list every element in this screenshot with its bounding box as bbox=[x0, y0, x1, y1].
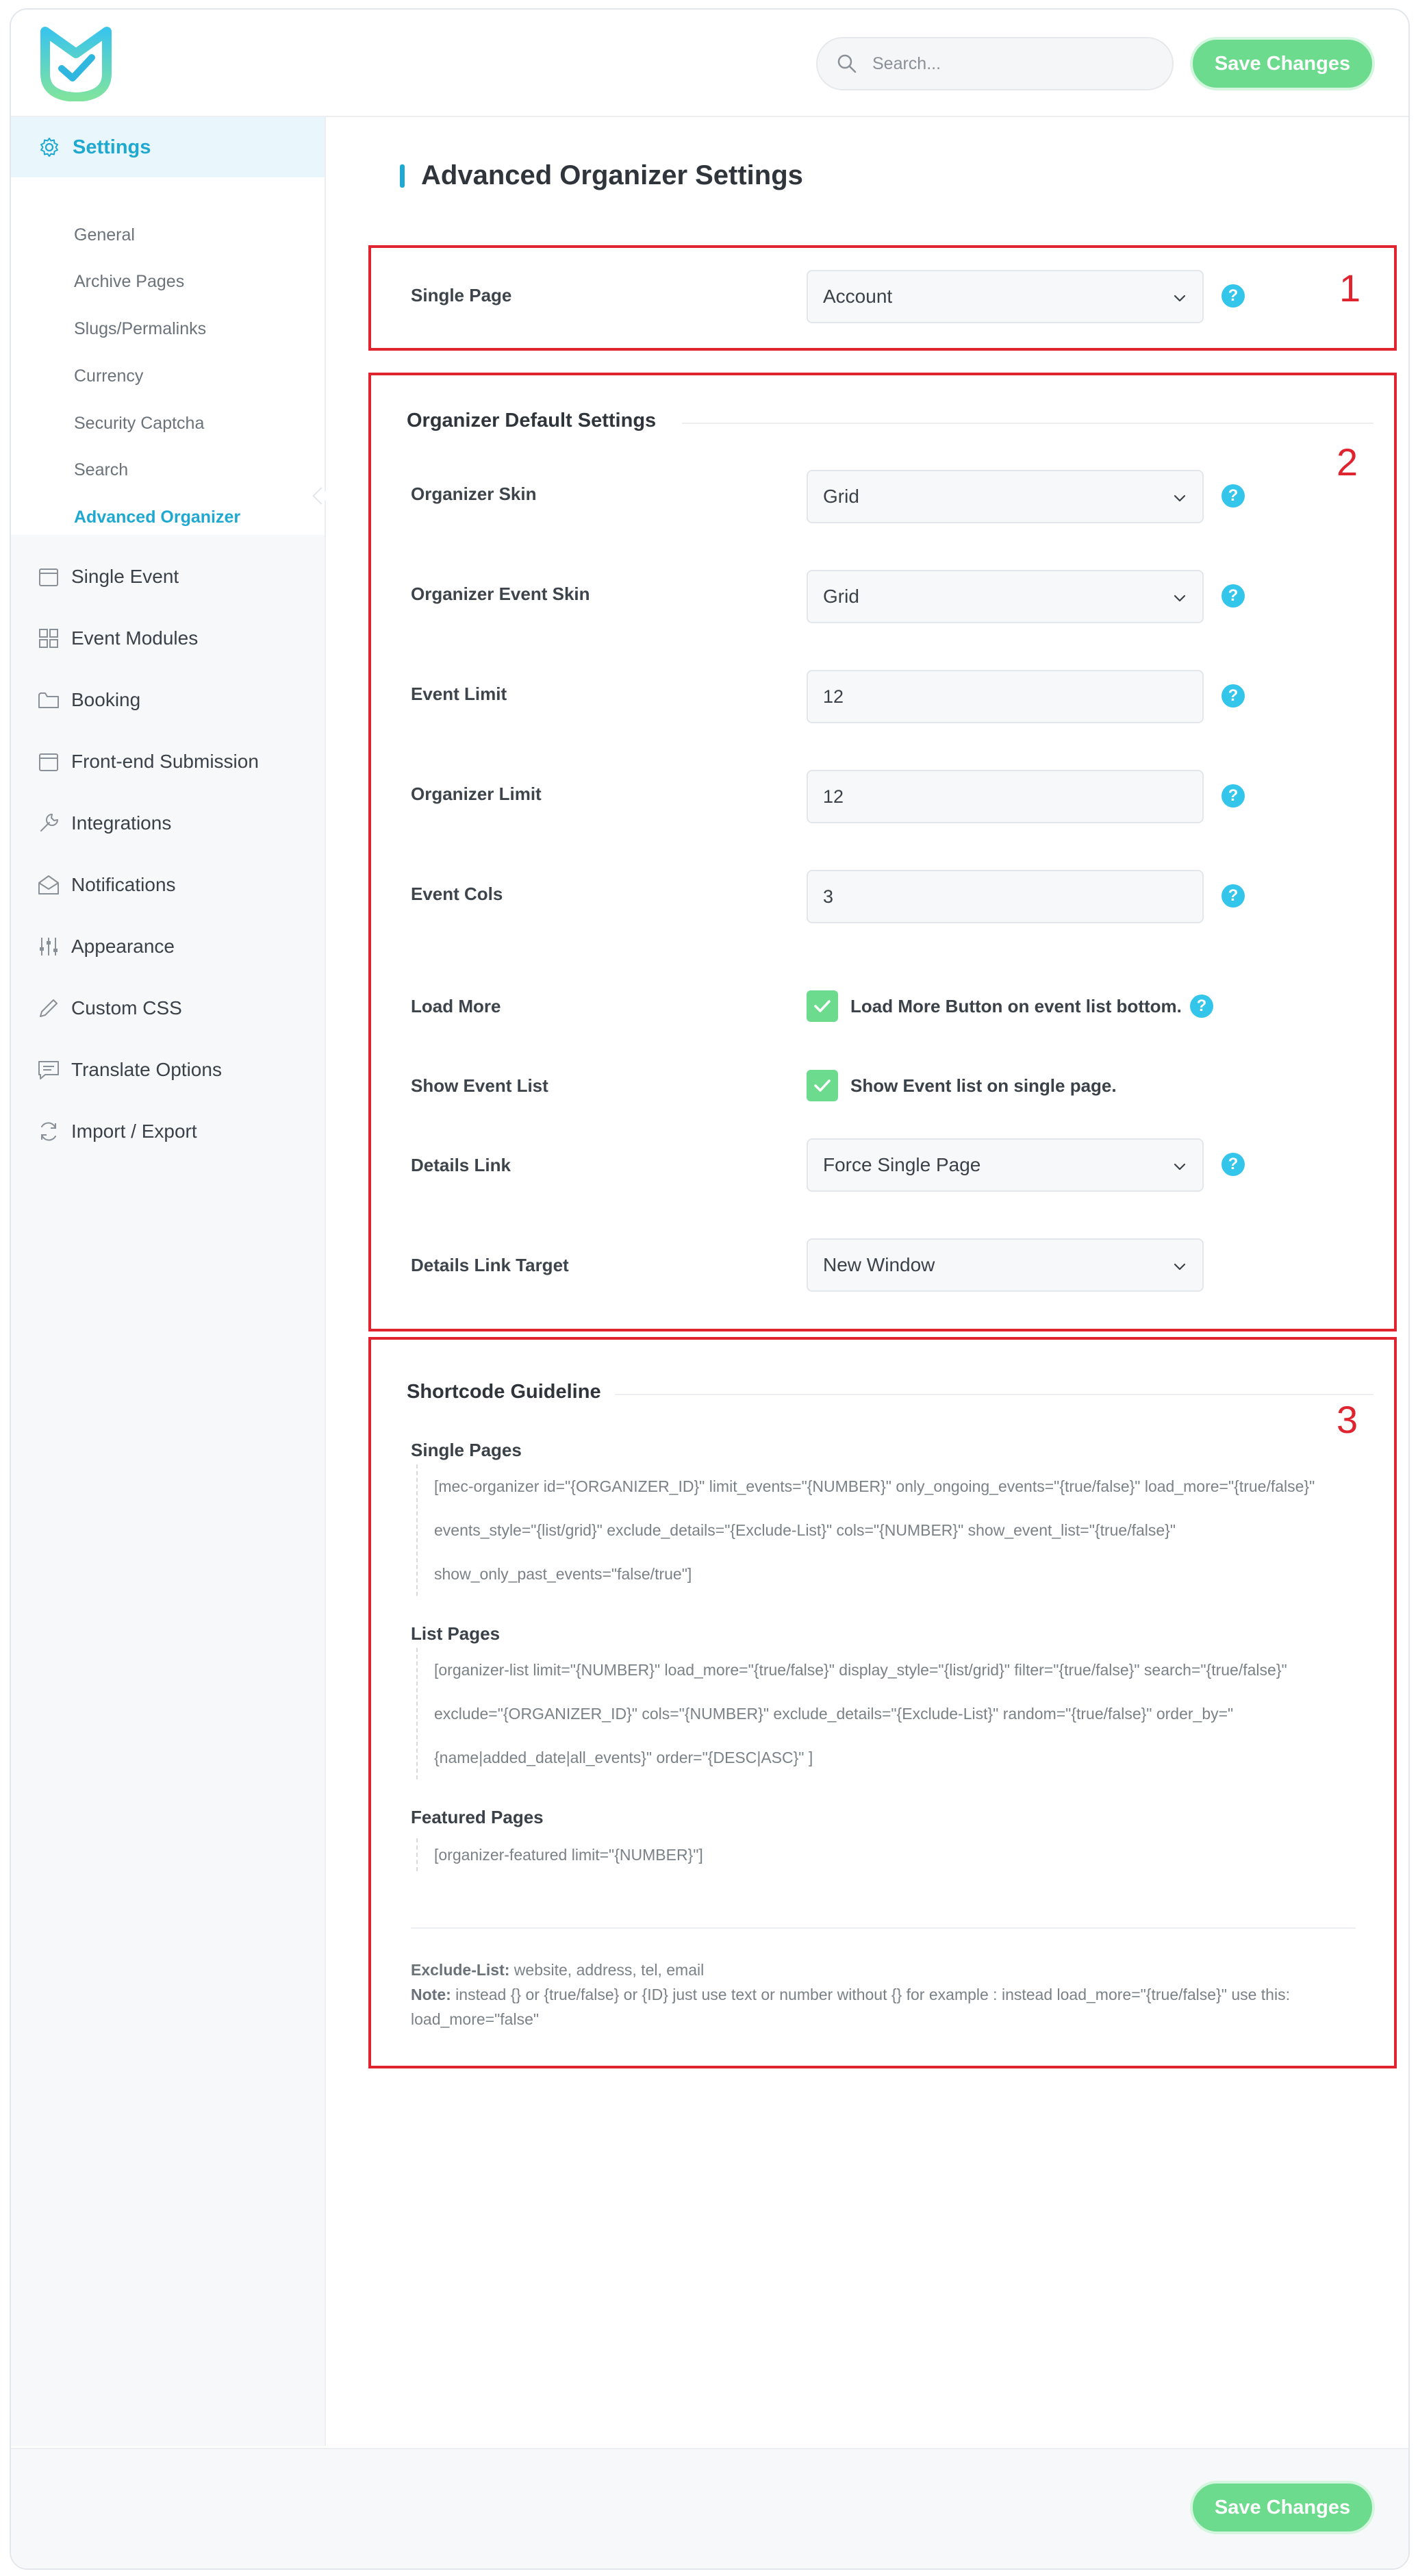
envelope-icon bbox=[37, 873, 60, 897]
section-divider bbox=[682, 423, 1373, 424]
submenu-item-slugs-permalinks[interactable]: Slugs/Permalinks bbox=[74, 319, 207, 338]
details-link-label: Details Link bbox=[411, 1155, 511, 1175]
sidebar-item-label: Import / Export bbox=[71, 1121, 197, 1142]
sidebar-item-appearance[interactable] bbox=[37, 929, 175, 964]
sliders-icon bbox=[37, 935, 60, 958]
shortcode-line: [mec-organizer id="{ORGANIZER_ID}" limit_events="{NUMBER}" only_ongoing_events="{true/false}" load_more="{true/false}" bbox=[434, 1477, 1315, 1495]
save-changes-button-bottom[interactable]: Save Changes bbox=[1190, 2481, 1375, 2534]
organizer-limit-label: Organizer Limit bbox=[411, 784, 542, 804]
settings-submenu bbox=[11, 177, 325, 535]
logo-icon bbox=[40, 26, 112, 101]
sidebar-item-notifications[interactable] bbox=[37, 868, 176, 902]
load-more-checkbox[interactable] bbox=[807, 990, 838, 1022]
annotation-number-3: 3 bbox=[1337, 1398, 1358, 1441]
sidebar-item-label: Notifications bbox=[71, 874, 176, 895]
organizer-event-skin-select[interactable] bbox=[807, 570, 1204, 623]
organizer-limit-input[interactable]: 12 bbox=[807, 770, 1204, 823]
chevron-down-icon bbox=[1171, 289, 1189, 307]
app-frame bbox=[10, 8, 1410, 2570]
section-title-shortcode-guideline: Shortcode Guideline bbox=[407, 1381, 601, 1403]
help-icon[interactable]: ? bbox=[1221, 284, 1245, 308]
help-icon[interactable]: ? bbox=[1221, 884, 1245, 908]
sidebar-item-settings[interactable] bbox=[11, 117, 325, 177]
shortcode-line: show_only_past_events="false/true"] bbox=[434, 1565, 692, 1583]
shortcode-heading-list-pages: List Pages bbox=[411, 1623, 501, 1644]
checkmark-icon bbox=[811, 995, 833, 1017]
chevron-down-icon bbox=[1171, 589, 1189, 607]
load-more-label: Load More bbox=[411, 996, 501, 1016]
calendar-icon bbox=[37, 565, 60, 588]
search-box[interactable] bbox=[816, 37, 1174, 90]
event-cols-label: Event Cols bbox=[411, 884, 503, 904]
show-event-list-checkbox-label: Show Event list on single page. bbox=[850, 1075, 1117, 1096]
organizer-skin-value: Grid bbox=[823, 486, 859, 507]
details-link-value: Force Single Page bbox=[823, 1154, 981, 1175]
help-icon[interactable]: ? bbox=[1221, 584, 1245, 608]
gear-icon bbox=[38, 136, 60, 158]
event-limit-input[interactable]: 12 bbox=[807, 670, 1204, 723]
sync-icon bbox=[37, 1120, 60, 1143]
pencil-icon bbox=[37, 997, 60, 1020]
checkmark-icon bbox=[811, 1075, 833, 1097]
grid-icon bbox=[37, 627, 60, 650]
sidebar-item-translate-options[interactable] bbox=[37, 1053, 222, 1087]
details-link-target-label: Details Link Target bbox=[411, 1255, 569, 1275]
page-title-text: Advanced Organizer Settings bbox=[421, 160, 803, 190]
annotation-number-2: 2 bbox=[1337, 440, 1358, 484]
sidebar-item-event-modules[interactable] bbox=[37, 621, 198, 655]
search-icon bbox=[837, 53, 857, 74]
sidebar-item-front-end-submission[interactable] bbox=[37, 745, 259, 779]
search-input[interactable] bbox=[872, 54, 1146, 74]
shortcode-heading-featured-pages: Featured Pages bbox=[411, 1807, 544, 1827]
organizer-event-skin-value: Grid bbox=[823, 586, 859, 607]
sidebar-item-label: Front-end Submission bbox=[71, 751, 259, 772]
sidebar-item-label: Event Modules bbox=[71, 627, 199, 649]
shortcode-block-list-pages bbox=[416, 1648, 1287, 1779]
note-key: Note: bbox=[411, 1986, 451, 2003]
shortcode-line: exclude="{ORGANIZER_ID}" cols="{NUMBER}" exclude_details="{Exclude-List}" random="{true/false}" order_by=" bbox=[434, 1705, 1234, 1723]
title-accent-bar bbox=[400, 164, 405, 188]
page-title bbox=[400, 160, 803, 191]
load-more-checkbox-label: Load More Button on event list bottom. bbox=[850, 996, 1182, 1016]
event-cols-input[interactable]: 3 bbox=[807, 870, 1204, 923]
details-link-target-value: New Window bbox=[823, 1254, 935, 1275]
submenu-item-security-captcha[interactable]: Security Captcha bbox=[74, 414, 205, 433]
submenu-item-search[interactable]: Search bbox=[74, 460, 129, 479]
sidebar bbox=[11, 117, 326, 2446]
sidebar-item-label: Custom CSS bbox=[71, 997, 182, 1018]
help-icon[interactable]: ? bbox=[1221, 684, 1245, 708]
note-text: instead {} or {true/false} or {ID} just use text or number without {} for example : instead load_more="{true/false}" use this: bbox=[451, 1986, 1290, 2003]
sidebar-item-integrations[interactable] bbox=[37, 806, 171, 840]
single-page-value: Account bbox=[823, 286, 893, 307]
organizer-skin-label: Organizer Skin bbox=[411, 484, 537, 504]
show-event-list-checkbox[interactable] bbox=[807, 1070, 838, 1101]
details-link-target-select[interactable] bbox=[807, 1238, 1204, 1292]
usage-note-continued: load_more="false" bbox=[411, 2010, 540, 2028]
sidebar-item-import-export[interactable] bbox=[37, 1114, 197, 1149]
exclude-list-key: Exclude-List: bbox=[411, 1961, 510, 1979]
shortcode-heading-single-pages: Single Pages bbox=[411, 1440, 522, 1460]
section-divider bbox=[615, 1394, 1373, 1395]
help-icon[interactable]: ? bbox=[1221, 484, 1245, 508]
event-limit-label: Event Limit bbox=[411, 684, 507, 704]
help-icon[interactable]: ? bbox=[1221, 784, 1245, 808]
top-header bbox=[11, 10, 1408, 117]
annotation-number-1: 1 bbox=[1339, 266, 1361, 310]
sidebar-settings-label: Settings bbox=[73, 136, 151, 158]
submenu-item-advanced-organizer[interactable]: Advanced Organizer bbox=[74, 508, 241, 527]
shortcode-line: [organizer-featured limit="{NUMBER}"] bbox=[434, 1846, 703, 1864]
calendar-icon bbox=[37, 750, 60, 773]
chevron-down-icon bbox=[1171, 1158, 1189, 1175]
sidebar-item-label: Integrations bbox=[71, 812, 172, 834]
organizer-skin-select[interactable] bbox=[807, 470, 1204, 523]
exclude-list-note bbox=[411, 1958, 704, 1982]
submenu-item-currency[interactable]: Currency bbox=[74, 366, 144, 386]
help-icon[interactable]: ? bbox=[1221, 1153, 1245, 1176]
shortcode-block-featured-pages bbox=[416, 1838, 703, 1871]
chevron-down-icon bbox=[1171, 489, 1189, 507]
single-page-label: Single Page bbox=[411, 285, 512, 305]
sidebar-item-label: Single Event bbox=[71, 566, 179, 587]
chevron-down-icon bbox=[1171, 1258, 1189, 1275]
submenu-item-general[interactable]: General bbox=[74, 225, 135, 245]
section-title-organizer-defaults: Organizer Default Settings bbox=[407, 410, 657, 432]
sidebar-item-label: Translate Options bbox=[71, 1059, 222, 1080]
sidebar-item-custom-css[interactable] bbox=[37, 991, 182, 1025]
chat-icon bbox=[37, 1058, 60, 1081]
notes-divider bbox=[411, 1927, 1356, 1929]
help-icon[interactable]: ? bbox=[1190, 995, 1213, 1018]
show-event-list-label: Show Event List bbox=[411, 1075, 548, 1096]
details-link-select[interactable] bbox=[807, 1138, 1204, 1192]
organizer-event-skin-label: Organizer Event Skin bbox=[411, 584, 590, 604]
folder-icon bbox=[37, 688, 60, 712]
usage-note bbox=[411, 1982, 1290, 2007]
save-changes-button[interactable]: Save Changes bbox=[1190, 37, 1375, 90]
sidebar-item-booking[interactable] bbox=[37, 683, 140, 717]
submenu-item-archive-pages[interactable]: Archive Pages bbox=[74, 272, 185, 291]
sidebar-item-label: Booking bbox=[71, 689, 141, 710]
shortcode-line: {name|added_date|all_events}" order="{DESC|ASC}" ] bbox=[434, 1749, 813, 1766]
sidebar-item-label: Appearance bbox=[71, 936, 175, 957]
shortcode-block-single-pages bbox=[416, 1464, 1315, 1596]
exclude-list-value: website, address, tel, email bbox=[509, 1961, 705, 1979]
single-page-select[interactable] bbox=[807, 270, 1204, 323]
sidebar-item-single-event[interactable] bbox=[37, 560, 179, 594]
wrench-icon bbox=[37, 812, 60, 835]
shortcode-line: events_style="{list/grid}" exclude_details="{Exclude-List}" cols="{NUMBER}" show_event_list="{true/false}" bbox=[434, 1521, 1176, 1539]
shortcode-line: [organizer-list limit="{NUMBER}" load_more="{true/false}" display_style="{list/grid}" filter="{true/false}" search="{true/false}" bbox=[434, 1661, 1287, 1679]
